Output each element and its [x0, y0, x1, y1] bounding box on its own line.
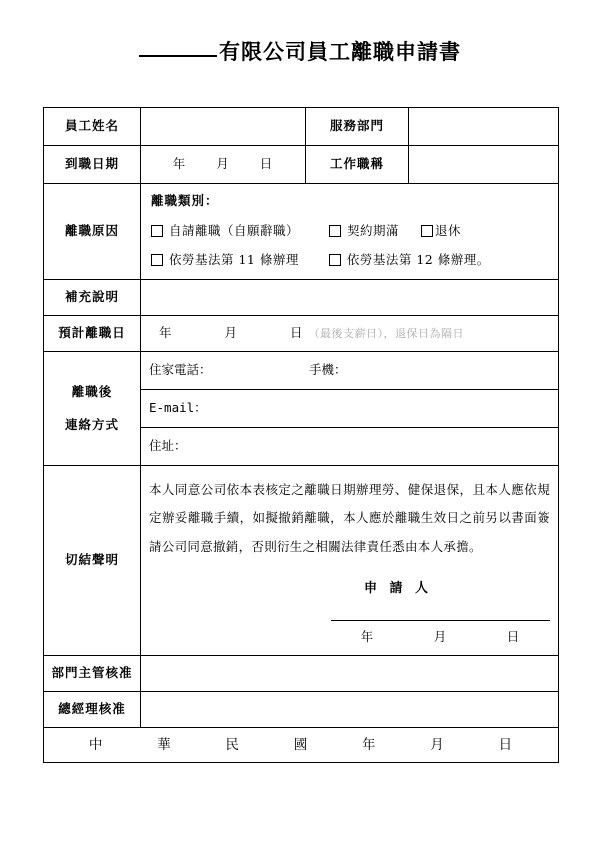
- page-title: [0, 36, 600, 66]
- expected-date-cell[interactable]: [141, 316, 559, 352]
- gm-approval-label: 總經理核准: [44, 691, 141, 727]
- hire-date-label: 到職日期: [44, 146, 141, 184]
- resignation-reason-cell: [141, 184, 559, 280]
- email-label[interactable]: E-mail：: [141, 390, 558, 428]
- reason-option-label: 依勞基法第 12 條辦理。: [346, 251, 490, 267]
- job-title-label: 工作職稱: [306, 146, 409, 184]
- expected-date-hint: （最後支薪日），退保日為隔日: [308, 326, 465, 340]
- footer-era-char-4: 國: [293, 736, 309, 753]
- hire-date-day-mark: 日: [259, 156, 274, 172]
- reason-option-label: 依勞基法第 11 條辦理: [169, 251, 299, 267]
- reason-category-heading: 離職類別：: [151, 193, 219, 208]
- department-input[interactable]: [409, 108, 559, 146]
- mobile-phone-label: 手機：: [309, 362, 347, 378]
- department-label: 服務部門: [306, 108, 409, 146]
- resignation-form-table: [43, 107, 559, 763]
- contact-method-label-line2: 連絡方式: [64, 416, 119, 432]
- applicant-signature-line[interactable]: [331, 620, 550, 621]
- hire-date-input[interactable]: [141, 146, 306, 184]
- table-row: [44, 146, 559, 184]
- checkbox-icon[interactable]: [151, 225, 163, 237]
- footer-date-cell[interactable]: [44, 727, 559, 762]
- footer-day-mark: 日: [498, 736, 514, 753]
- company-name-blank[interactable]: [139, 54, 217, 57]
- contact-method-label: [44, 352, 141, 466]
- reason-option-retirement[interactable]: [421, 222, 461, 241]
- hire-date-month-mark: 月: [216, 156, 230, 172]
- table-row: [44, 316, 559, 352]
- checkbox-icon[interactable]: [329, 225, 341, 237]
- reason-option-label: 自請離職（自願辭職）: [169, 222, 300, 238]
- applicant-date-month-mark: 月: [433, 629, 448, 645]
- contact-row-email: [141, 390, 558, 428]
- supplement-input[interactable]: [141, 280, 559, 316]
- reason-options-row-1: [151, 222, 558, 241]
- employee-name-input[interactable]: [141, 108, 306, 146]
- applicant-date-row[interactable]: [331, 628, 550, 647]
- contact-row-phones: [141, 352, 558, 390]
- table-row: [44, 280, 559, 316]
- contact-method-cell: [141, 352, 559, 466]
- footer-year-mark: 年: [362, 736, 377, 753]
- supplement-label: 補充說明: [44, 280, 141, 316]
- footer-era-char-1: 中: [88, 736, 104, 753]
- reason-option-lsa-article-11[interactable]: [151, 251, 299, 270]
- table-row: [44, 727, 559, 762]
- contact-sub-table: [141, 352, 558, 465]
- expected-date-year-mark: 年: [159, 325, 173, 341]
- job-title-input[interactable]: [409, 146, 559, 184]
- table-row: [44, 655, 559, 691]
- expected-date-month-mark: 月: [224, 325, 239, 341]
- footer-month-mark: 月: [430, 736, 445, 753]
- table-row: [44, 184, 559, 280]
- contact-phones-cell[interactable]: [141, 352, 558, 390]
- declaration-text: 本人同意公司依本表核定之離職日期辦理勞、健保退保，且本人應依規定辦妥離職手續，如擬撤銷離職，本人應於離職生效日之前另以書面簽請公司同意撤銷，否則衍生之相關法律責任悉由本人承擔。: [149, 482, 550, 554]
- expected-date-label: 預計離職日: [44, 316, 141, 352]
- resignation-reason-label: 離職原因: [44, 184, 141, 280]
- page-title-label: 有限公司員工離職申請書: [219, 39, 461, 64]
- gm-approval-input[interactable]: [141, 691, 559, 727]
- home-phone-label: 住家電話：: [149, 362, 212, 378]
- reason-option-contract-expired[interactable]: [329, 222, 399, 241]
- table-row: [44, 108, 559, 146]
- footer-date-line: [44, 735, 558, 755]
- table-row: [44, 691, 559, 727]
- applicant-date-day-mark: 日: [506, 629, 521, 645]
- expected-date-day-mark: 日: [290, 325, 304, 341]
- dept-manager-approval-label: 部門主管核准: [44, 655, 141, 691]
- footer-era-char-2: 華: [157, 736, 172, 753]
- reason-option-label: 契約期滿: [347, 222, 400, 238]
- page-title-text: [139, 36, 461, 66]
- checkbox-icon[interactable]: [151, 254, 163, 266]
- reason-option-voluntary[interactable]: [151, 222, 299, 241]
- table-row: [44, 352, 559, 466]
- applicant-label: 申 請 人: [363, 580, 432, 596]
- dept-manager-approval-input[interactable]: [141, 655, 559, 691]
- declaration-cell: [141, 466, 559, 656]
- applicant-date-year-mark: 年: [360, 629, 375, 645]
- hire-date-year-mark: 年: [172, 156, 187, 172]
- footer-era-char-3: 民: [225, 736, 240, 753]
- checkbox-icon[interactable]: [329, 254, 341, 266]
- table-row: [44, 466, 559, 656]
- address-label[interactable]: 住址：: [149, 438, 187, 454]
- reason-option-label: 退休: [435, 222, 462, 238]
- contact-method-label-line1: 離職後: [71, 384, 113, 399]
- reason-options-row-2: [151, 251, 558, 270]
- reason-option-lsa-article-12[interactable]: [329, 251, 490, 270]
- declaration-label: 切結聲明: [44, 466, 141, 656]
- contact-row-address: [141, 428, 558, 466]
- checkbox-icon[interactable]: [421, 225, 433, 237]
- employee-name-label: 員工姓名: [44, 108, 141, 146]
